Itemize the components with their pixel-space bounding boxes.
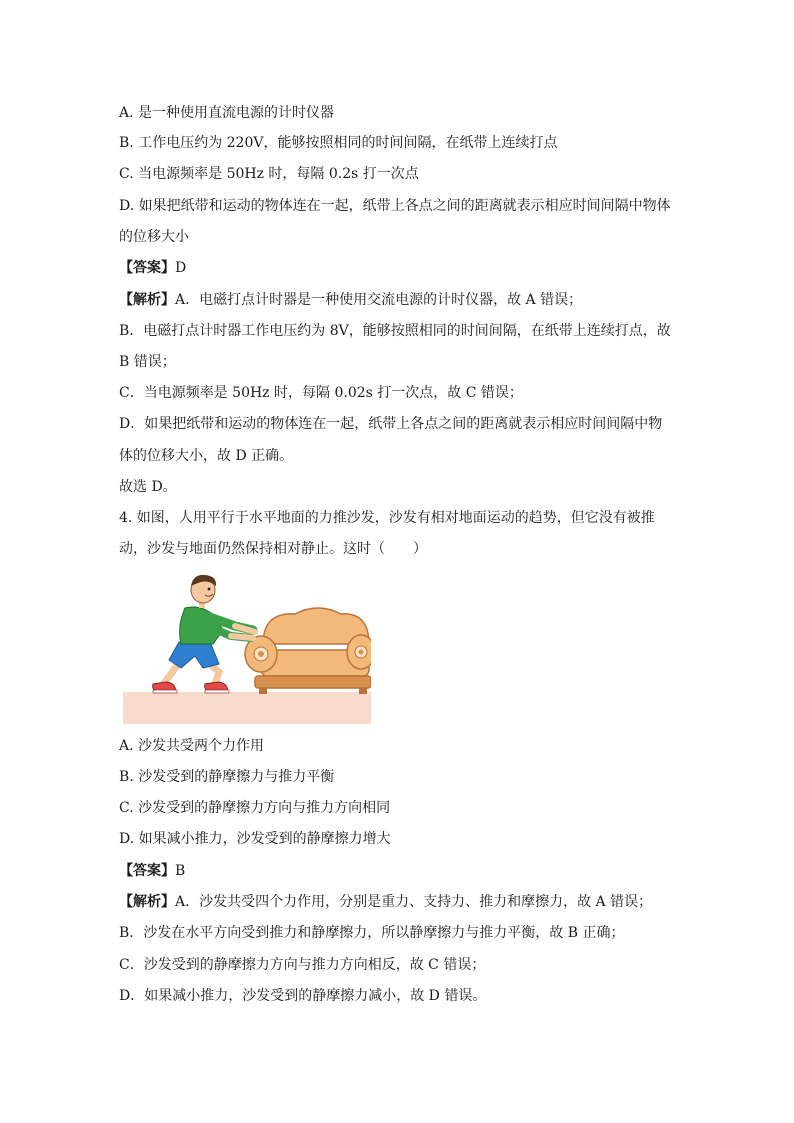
q4-stem-line-1: 4. 如图，人用平行于水平地面的力推沙发，沙发有相对地面运动的趋势，但它没有被推: [119, 510, 655, 526]
sofa: [245, 608, 371, 694]
prev-analysis-line-6: 体的位移大小，故 D 正确。: [119, 448, 294, 464]
q4-option-b: B. 沙发受到的静摩擦力与推力平衡: [119, 769, 335, 785]
answer-value: D: [175, 260, 187, 276]
prev-option-d-cont: 的位移大小: [119, 229, 189, 245]
q4-answer: [119, 861, 185, 881]
boy-pushing-sofa-illustration: [123, 572, 371, 724]
prev-option-d: D. 如果把纸带和运动的物体连在一起，纸带上各点之间的距离就表示相应时间间隔中物体: [119, 198, 671, 214]
analysis-text: A．沙发共受四个力作用，分别是重力、支持力、推力和摩擦力，故 A 错误；: [175, 894, 653, 910]
answer-label: 【答案】: [119, 863, 175, 879]
q4-stem-line-2: 动，沙发与地面仍然保持相对静止。这时（ ）: [119, 541, 427, 557]
prev-answer: [119, 258, 186, 278]
answer-label: 【答案】: [119, 260, 175, 276]
prev-option-a: A. 是一种使用直流电源的计时仪器: [119, 105, 335, 121]
prev-analysis-line-3: B 错误；: [119, 354, 176, 370]
analysis-label: 【解析】: [119, 894, 175, 910]
q4-analysis-line-2: B．沙发在水平方向受到推力和静摩擦力，所以静摩擦力与推力平衡，故 B 正确；: [119, 925, 625, 941]
prev-analysis-line-4: C．当电源频率是 50Hz 时，每隔 0.02s 打一次点，故 C 错误；: [119, 385, 523, 401]
answer-value: B: [175, 863, 186, 879]
q4-analysis-line-1: [119, 892, 652, 912]
q4-option-c: C. 沙发受到的静摩擦力方向与推力方向相同: [119, 800, 391, 816]
q4-option-d: D. 如果减小推力，沙发受到的静摩擦力增大: [119, 831, 391, 847]
boy: [153, 575, 255, 693]
prev-conclusion: 故选 D。: [119, 479, 177, 495]
q4-analysis-line-4: D．如果减小推力，沙发受到的静摩擦力减小，故 D 错误。: [119, 988, 487, 1004]
floor-strip: [123, 692, 371, 724]
q4-analysis-line-3: C．沙发受到的静摩擦力方向与推力方向相反，故 C 错误；: [119, 957, 486, 973]
prev-analysis-line-2: B．电磁打点计时器工作电压约为 8V，能够按照相同的时间间隔，在纸带上连续打点，故: [119, 323, 671, 339]
prev-option-c: C. 当电源频率是 50Hz 时，每隔 0.2s 打一次点: [119, 166, 419, 182]
analysis-label: 【解析】: [119, 292, 175, 308]
prev-analysis-line-1: [119, 290, 582, 310]
q4-option-a: A. 沙发共受两个力作用: [119, 738, 265, 754]
analysis-text: A．电磁打点计时器是一种使用交流电源的计时仪器，故 A 错误；: [175, 292, 583, 308]
prev-analysis-line-5: D．如果把纸带和运动的物体连在一起，纸带上各点之间的距离就表示相应时间间隔中物: [119, 416, 663, 432]
prev-option-b: B. 工作电压约为 220V，能够按照相同的时间间隔，在纸带上连续打点: [119, 135, 558, 151]
